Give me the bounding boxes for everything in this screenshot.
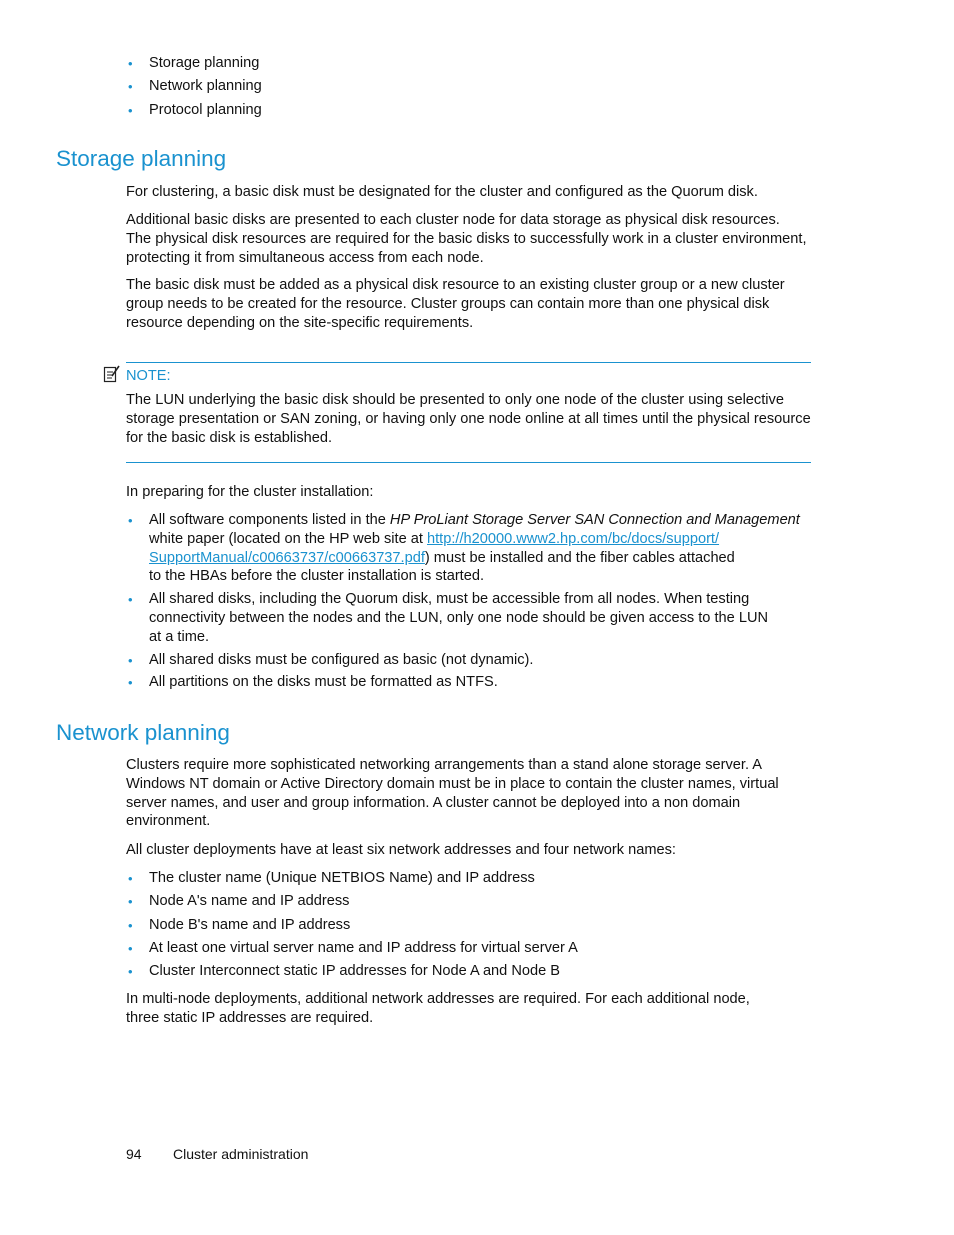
footer-section-title: Cluster administration (173, 1146, 309, 1162)
bullet-icon: • (128, 917, 133, 933)
bullet-icon: • (128, 871, 133, 886)
bullet-icon: • (128, 940, 133, 956)
top-bullet-list (126, 54, 262, 124)
network-paragraph-1: Clusters require more sophisticated networking arrangements than a stand alone storage server. A Windows NT domain or Active Directory domain must be in place to contain the cluster names, virtual server names, and user and group information. A cluster cannot be deployed into a non domain environment. (126, 757, 779, 830)
list-item: • Cluster Interconnect static IP addresses for Node A and Node B (128, 963, 561, 980)
hp-support-link-continued[interactable]: SupportManual/c00663737/c00663737.pdf (149, 549, 425, 566)
list-item: • The cluster name (Unique NETBIOS Name) and IP address (128, 870, 535, 886)
bullet-icon: • (128, 79, 133, 95)
storage-paragraph-3: The basic disk must be added as a physical disk resource to an existing cluster group or a new cluster group needs to be created for the resource. Cluster groups can contain more than one physical disk resource depending on the site-specific requirements. (126, 277, 785, 331)
prep-bullet-list (126, 511, 816, 692)
list-item: • All shared disks must be configured as basic (not dynamic). (128, 651, 534, 668)
list-item: • All shared disks, including the Quorum disk, must be accessible from all nodes. When testing connectivity between the nodes and the LUN, only one node should be given access to the LUN at a time. (128, 591, 769, 645)
list-item: • Protocol planning (128, 101, 262, 118)
list-item: • Node A's name and IP address (128, 893, 350, 910)
storage-planning-heading: Storage planning (56, 146, 227, 171)
bullet-icon: • (128, 56, 133, 71)
list-item: • At least one virtual server name and IP address for virtual server A (128, 939, 578, 956)
network-bullet-list (126, 869, 578, 985)
network-paragraph-2: All cluster deployments have at least six network addresses and four network names: (126, 842, 676, 858)
white-paper-title: HP ProLiant Storage Server SAN Connection and Management (389, 512, 800, 528)
storage-paragraph-1: For clustering, a basic disk must be designated for the cluster and configured as the Quorum disk. (126, 184, 758, 200)
list-item: • Storage planning (128, 55, 260, 71)
bullet-icon: • (128, 675, 133, 691)
page-number: 94 (126, 1146, 142, 1162)
note-label: NOTE: (126, 368, 171, 384)
bullet-icon: • (128, 592, 133, 608)
note-icon (103, 364, 121, 388)
list-item: • Network planning (128, 78, 262, 95)
prep-intro: In preparing for the cluster installation: (126, 484, 374, 500)
network-paragraph-3: In multi-node deployments, additional network addresses are required. For each additional node, three static IP addresses are required. (126, 991, 750, 1026)
note-top-rule (126, 362, 811, 363)
note-text: The LUN underlying the basic disk should be presented to only one node of the cluster using selective storage presentation or SAN zoning, or having only one node online at all times until the physical resource for the basic disk is established. (126, 392, 811, 446)
bullet-icon: • (128, 102, 133, 118)
list-item: • Node B's name and IP address (128, 916, 351, 933)
list-item: • All partitions on the disks must be formatted as NTFS. (128, 674, 498, 691)
bullet-icon: • (128, 513, 133, 528)
note-bottom-rule (126, 462, 811, 463)
hp-support-link[interactable]: http://h20000.www2.hp.com/bc/docs/support/ (427, 530, 720, 547)
bullet-icon: • (128, 964, 133, 980)
storage-paragraph-2: Additional basic disks are presented to each cluster node for data storage as physical disk resources. The physical disk resources are required for the basic disks to successfully work in a cluster environment, protecting it from simultaneous access from each node. (126, 212, 807, 266)
list-item: • All software components listed in the HP ProLiant Storage Server SAN Connection and Management white paper (located on the HP web site at http://h20000.www2.hp.com/bc/docs/support/ SupportManual/c00663737/c00663737.pdf) must be installed and the fiber cables attached to the HBAs before the cluster installation is started. (128, 512, 800, 585)
network-planning-heading: Network planning (56, 720, 230, 745)
bullet-icon: • (128, 894, 133, 910)
bullet-icon: • (128, 652, 133, 668)
